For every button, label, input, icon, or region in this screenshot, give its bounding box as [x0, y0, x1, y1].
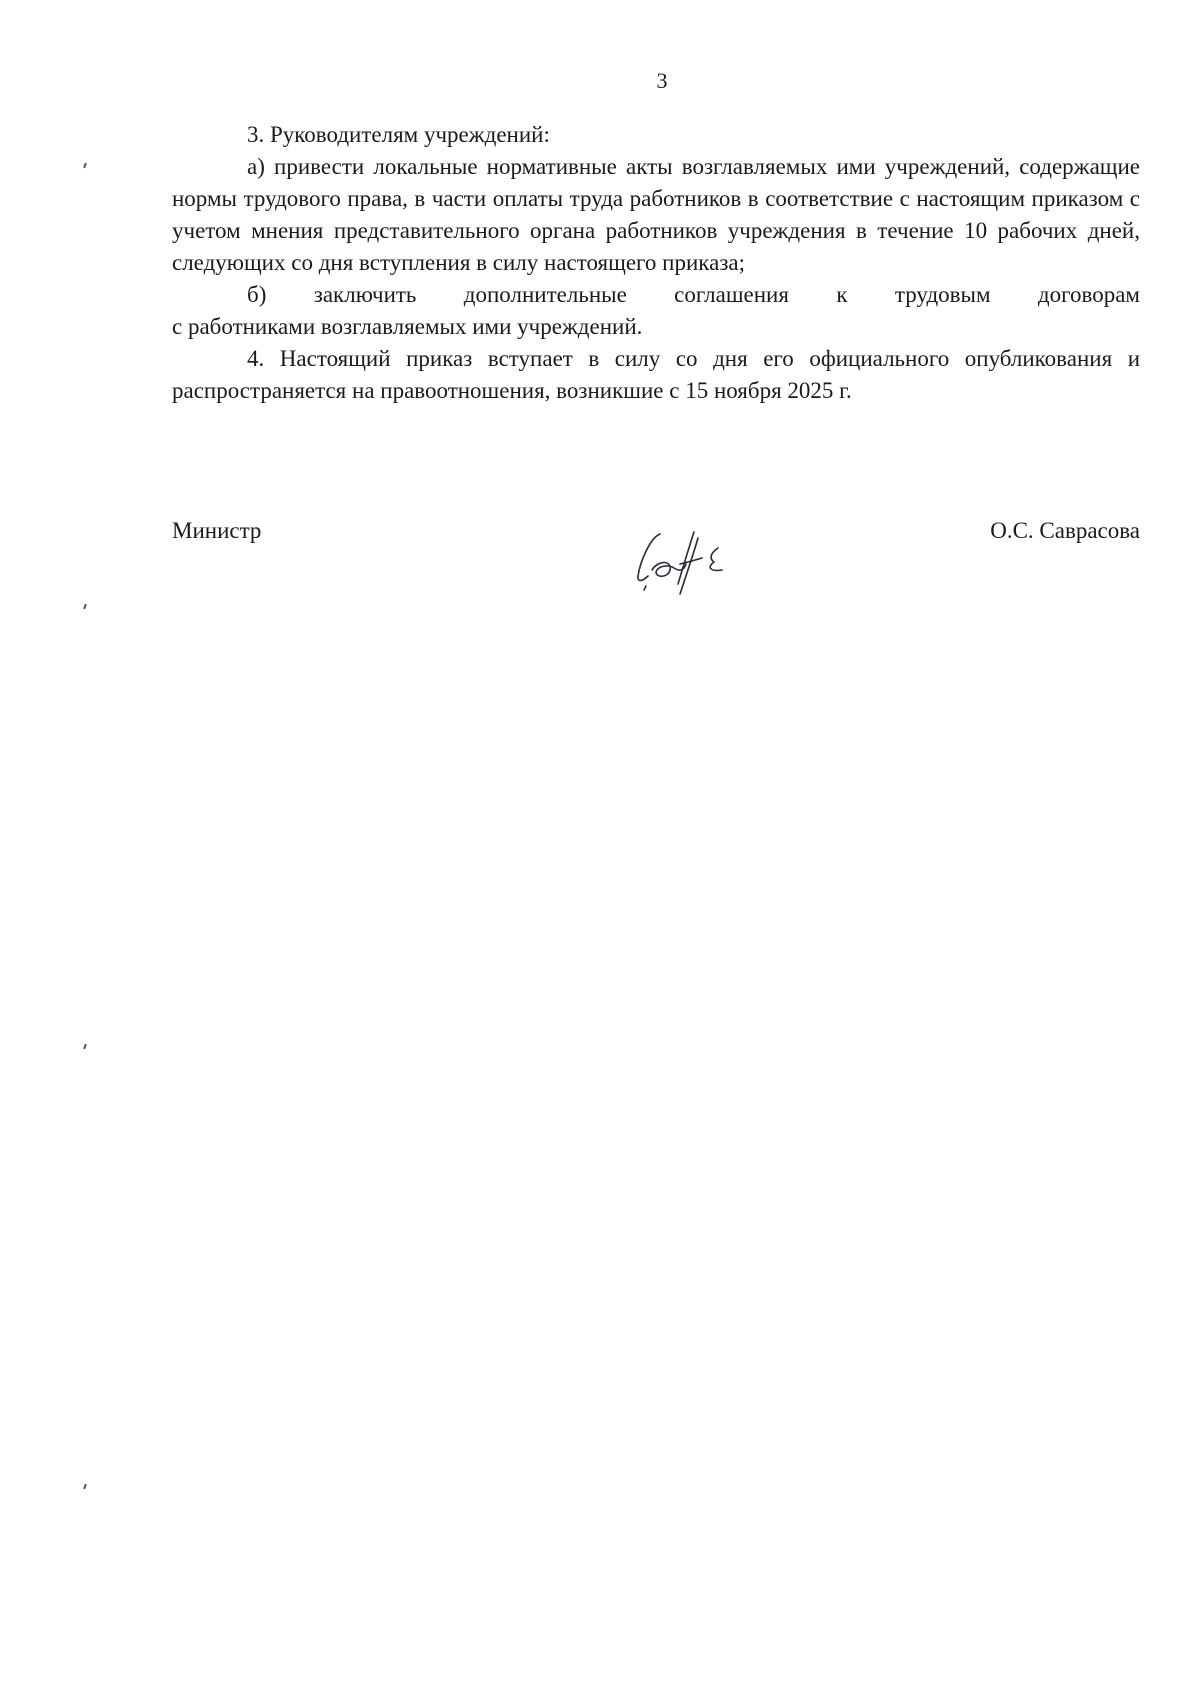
signer-name: О.С. Саврасова: [990, 518, 1140, 543]
scan-margin-mark: [83, 163, 87, 168]
item-3a-text: а) привести локальные нормативные акты возглавляемых ими учреждений, содержащие нормы трудового права, в части оплаты труда работников в соответствие с настоящим приказом с учетом мнения представительного органа работников учреждения в течение 10 рабочих дней, следующих со дня вступления в силу настоящего приказа;: [172, 154, 1140, 275]
item-3b-word: трудовым: [894, 282, 991, 307]
item-3-heading: 3. Руководителям учреждений:: [247, 122, 550, 147]
item-3b-word: б): [247, 282, 267, 307]
item-3b-word: договорам: [1037, 282, 1140, 307]
item-3b-word: к: [836, 282, 848, 307]
scan-margin-mark: [83, 604, 87, 609]
item-3b-word: соглашения: [674, 282, 789, 307]
item-3b-word: дополнительные: [463, 282, 627, 307]
scan-margin-mark: [83, 1484, 87, 1489]
item-3b-first-line: [172, 279, 1140, 311]
signature-block: [172, 518, 1140, 598]
item-4-text: 4. Настоящий приказ вступает в силу со дня его официального опубликования и распространяется на правоотношения, возникшие с 15 ноября 2025 г.: [172, 346, 1140, 403]
scan-margin-mark: [83, 1044, 87, 1049]
handwritten-signature: [632, 524, 772, 604]
item-3b-continuation: с работниками возглавляемых ими учреждений.: [172, 314, 643, 339]
document-body: [172, 119, 1140, 407]
signer-position: Министр: [172, 518, 262, 543]
item-3b-word: заключить: [313, 282, 417, 307]
page-number: 3: [656, 68, 668, 93]
